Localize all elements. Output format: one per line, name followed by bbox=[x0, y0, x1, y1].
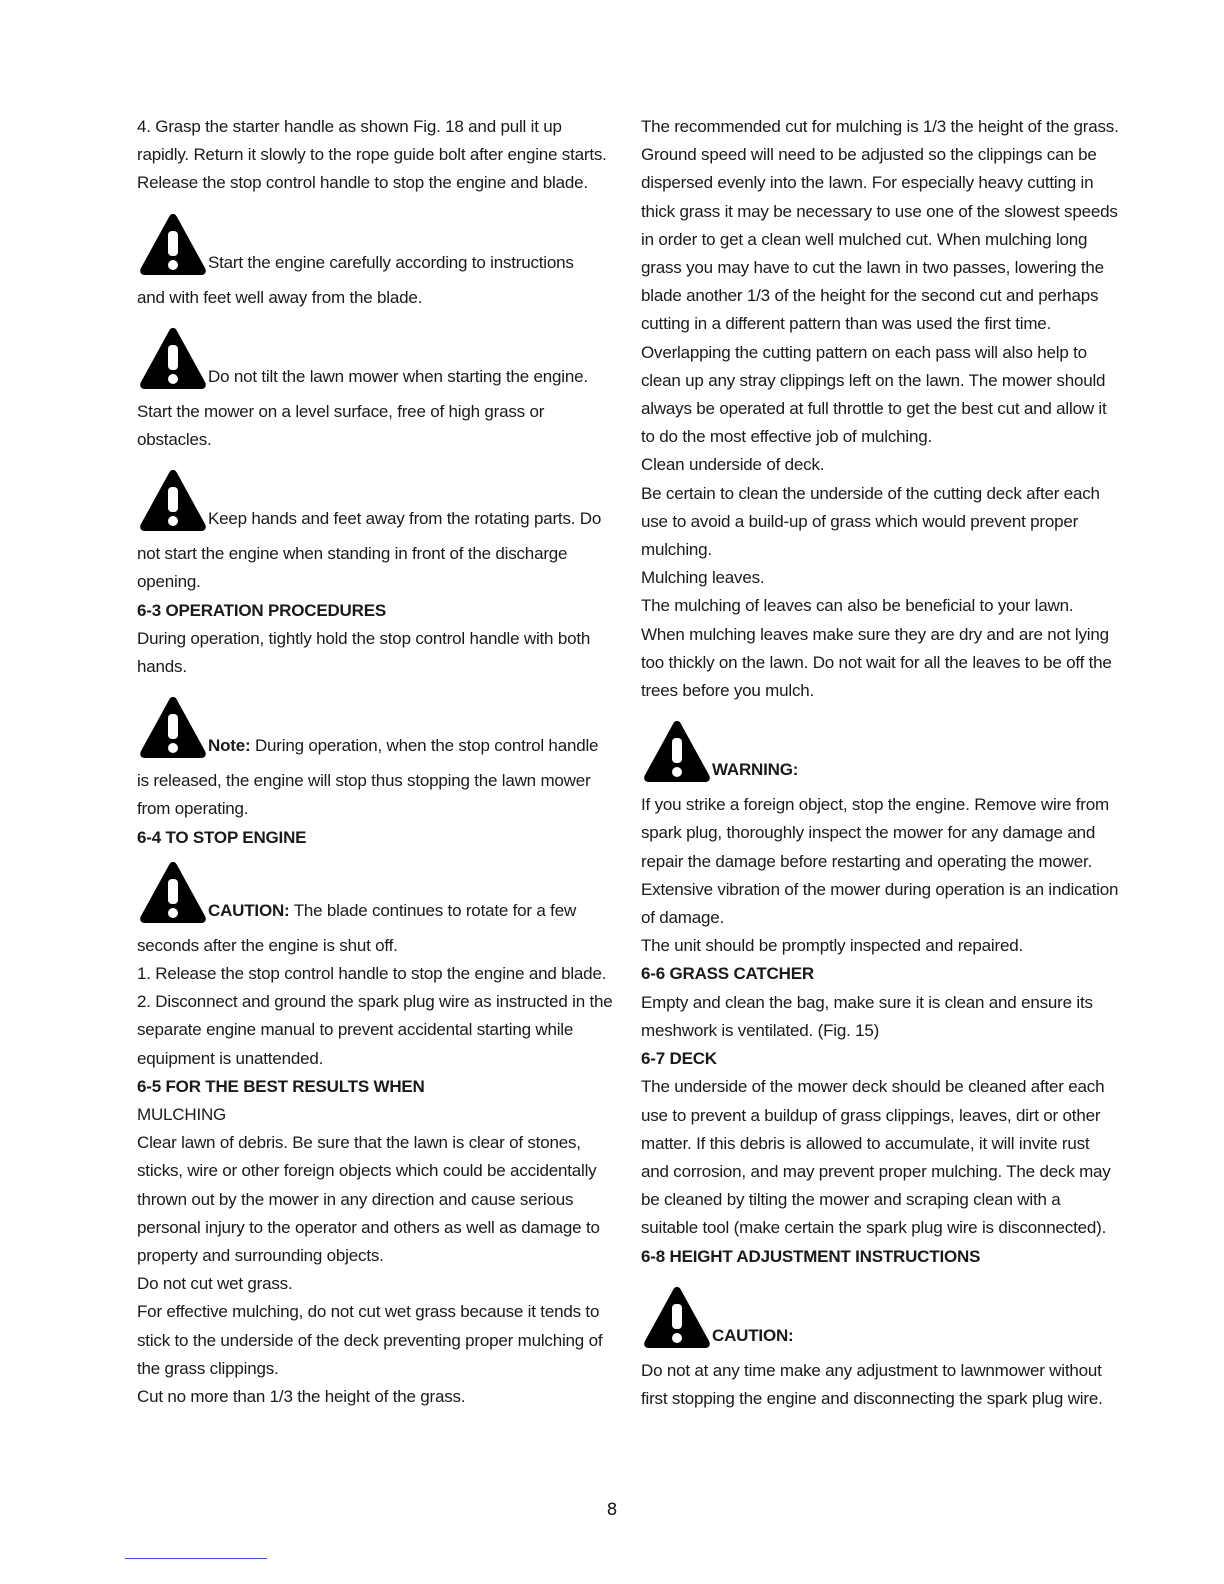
paragraph: Empty and clean the bag, make sure it is clean and ensure its meshwork is ventilated. (Fig. 15) bbox=[641, 992, 1093, 1040]
paragraph: 4. Grasp the starter handle as shown Fig. 18 and pull it up rapidly. Return it slowly to the rope guide bolt after engine starts. Release the stop control handle to stop the engine and blade. bbox=[137, 117, 607, 193]
paragraph: Start the mower on a level surface, free of high grass or obstacles. bbox=[137, 401, 545, 450]
paragraph: The underside of the mower deck should be cleaned after each use to prevent a buildup of grass clippings, leaves, dirt or other matter. If this debris is allowed to accumulate, it will invite rust and corrosion, and may prevent proper mulching. The deck may be cleaned by tilting the mower and scraping clean with a suitable tool (make certain the spark plug wire is disconnected). bbox=[641, 1077, 1111, 1238]
caution-block bbox=[137, 860, 613, 924]
warning-triangle-icon bbox=[641, 1285, 713, 1349]
warning-triangle-icon bbox=[137, 695, 209, 759]
warning-triangle-icon bbox=[137, 326, 209, 390]
paragraph: The recommended cut for mulching is 1/3 the height of the grass. Ground speed will need to be adjusted so the clippings can be dispersed evenly into the lawn. For especially heavy cutting in thick grass it may be necessary to use one of the slowest speeds in order to get a clean well mulched cut. When mulching long grass you may have to cut the lawn in two passes, lowering the blade another 1/3 of the height for the second cut and perhaps cutting in a different pattern than was used the first time. bbox=[641, 117, 1119, 334]
section-heading: 6-4 TO STOP ENGINE bbox=[137, 827, 307, 847]
paragraph: The mulching of leaves can also be beneficial to your lawn. When mulching leaves make sure they are dry and are not lying too thickly on the lawn. Do not wait for all the leaves to be off the trees before you mulch. bbox=[641, 596, 1112, 701]
paragraph: Cut no more than 1/3 the height of the grass. bbox=[137, 1387, 466, 1407]
page-number: 8 bbox=[606, 1500, 618, 1520]
warning-block bbox=[641, 719, 1119, 783]
paragraph: 1. Release the stop control handle to stop the engine and blade. bbox=[137, 964, 607, 984]
paragraph: The unit should be promptly inspected and repaired. bbox=[641, 936, 1023, 956]
right-column bbox=[641, 113, 1119, 1413]
caution-text: The blade continues to rotate for a few bbox=[289, 900, 577, 920]
note-text: During operation, when the stop control handle bbox=[250, 736, 599, 756]
caution-block bbox=[641, 1285, 1119, 1349]
warning-block bbox=[137, 326, 613, 390]
paragraph: seconds after the engine is shut off. bbox=[137, 935, 398, 955]
paragraph: Clean underside of deck. bbox=[641, 455, 825, 475]
paragraph: Do not at any time make any adjustment to lawnmower without first stopping the engine and disconnecting the spark plug wire. bbox=[641, 1360, 1103, 1408]
warning-text: Start the engine carefully according to instructions bbox=[208, 252, 574, 272]
note-block bbox=[137, 695, 613, 759]
paragraph: For effective mulching, do not cut wet grass because it tends to stick to the underside of the deck preventing proper mulching of the grass clippings. bbox=[137, 1302, 603, 1378]
warning-triangle-icon bbox=[137, 468, 209, 532]
paragraph: If you strike a foreign object, stop the engine. Remove wire from spark plug, thoroughly inspect the mower for any damage and repair the damage before restarting and operating the mower. Extensive vibration of the mower during operation is an indication of damage. bbox=[641, 795, 1119, 928]
section-heading: 6-7 DECK bbox=[641, 1049, 717, 1069]
warning-triangle-icon bbox=[137, 860, 209, 924]
paragraph: 2. Disconnect and ground the spark plug wire as instructed in the separate engine manual to prevent accidental starting while equipment is unattended. bbox=[137, 992, 613, 1068]
paragraph: Overlapping the cutting pattern on each pass will also help to clean up any stray clippings left on the lawn. The mower should always be operated at full throttle to get the best cut and allow it to do the most effective job of mulching. bbox=[641, 342, 1107, 447]
paragraph: not start the engine when standing in front of the discharge opening. bbox=[137, 544, 568, 592]
paragraph: Do not cut wet grass. bbox=[137, 1274, 293, 1294]
paragraph: Be certain to clean the underside of the cutting deck after each use to avoid a build-up of grass which would prevent proper mulching. bbox=[641, 483, 1100, 560]
warning-block bbox=[137, 212, 613, 276]
paragraph: Clear lawn of debris. Be sure that the lawn is clear of stones, sticks, wire or other foreign objects which could be accidentally thrown out by the mower in any direction and cause serious personal injury to the operator and others as well as damage to property and surrounding objects. bbox=[137, 1133, 600, 1266]
paragraph: and with feet well away from the blade. bbox=[137, 287, 423, 307]
paragraph: MULCHING bbox=[137, 1105, 227, 1125]
section-heading: 6-3 OPERATION PROCEDURES bbox=[137, 600, 386, 620]
section-heading: 6-6 GRASS CATCHER bbox=[641, 964, 814, 984]
warning-text: Keep hands and feet away from the rotating parts. Do bbox=[208, 509, 602, 529]
note-label: Note: bbox=[208, 736, 251, 756]
warning-label: WARNING: bbox=[712, 760, 799, 780]
warning-text: Do not tilt the lawn mower when starting the engine. bbox=[208, 366, 588, 386]
warning-triangle-icon bbox=[641, 719, 713, 783]
paragraph: is released, the engine will stop thus stopping the lawn mower from operating. bbox=[137, 771, 591, 819]
paragraph: During operation, tightly hold the stop control handle with both hands. bbox=[137, 628, 591, 677]
warning-triangle-icon bbox=[137, 212, 209, 276]
section-heading: 6-8 HEIGHT ADJUSTMENT INSTRUCTIONS bbox=[641, 1246, 981, 1266]
paragraph: Mulching leaves. bbox=[641, 568, 765, 588]
footnote-divider bbox=[125, 1558, 267, 1559]
warning-block bbox=[137, 468, 613, 532]
left-column bbox=[137, 113, 613, 1411]
caution-label: CAUTION: bbox=[208, 900, 290, 920]
caution-label: CAUTION: bbox=[712, 1325, 794, 1345]
section-heading: 6-5 FOR THE BEST RESULTS WHEN bbox=[137, 1076, 425, 1096]
